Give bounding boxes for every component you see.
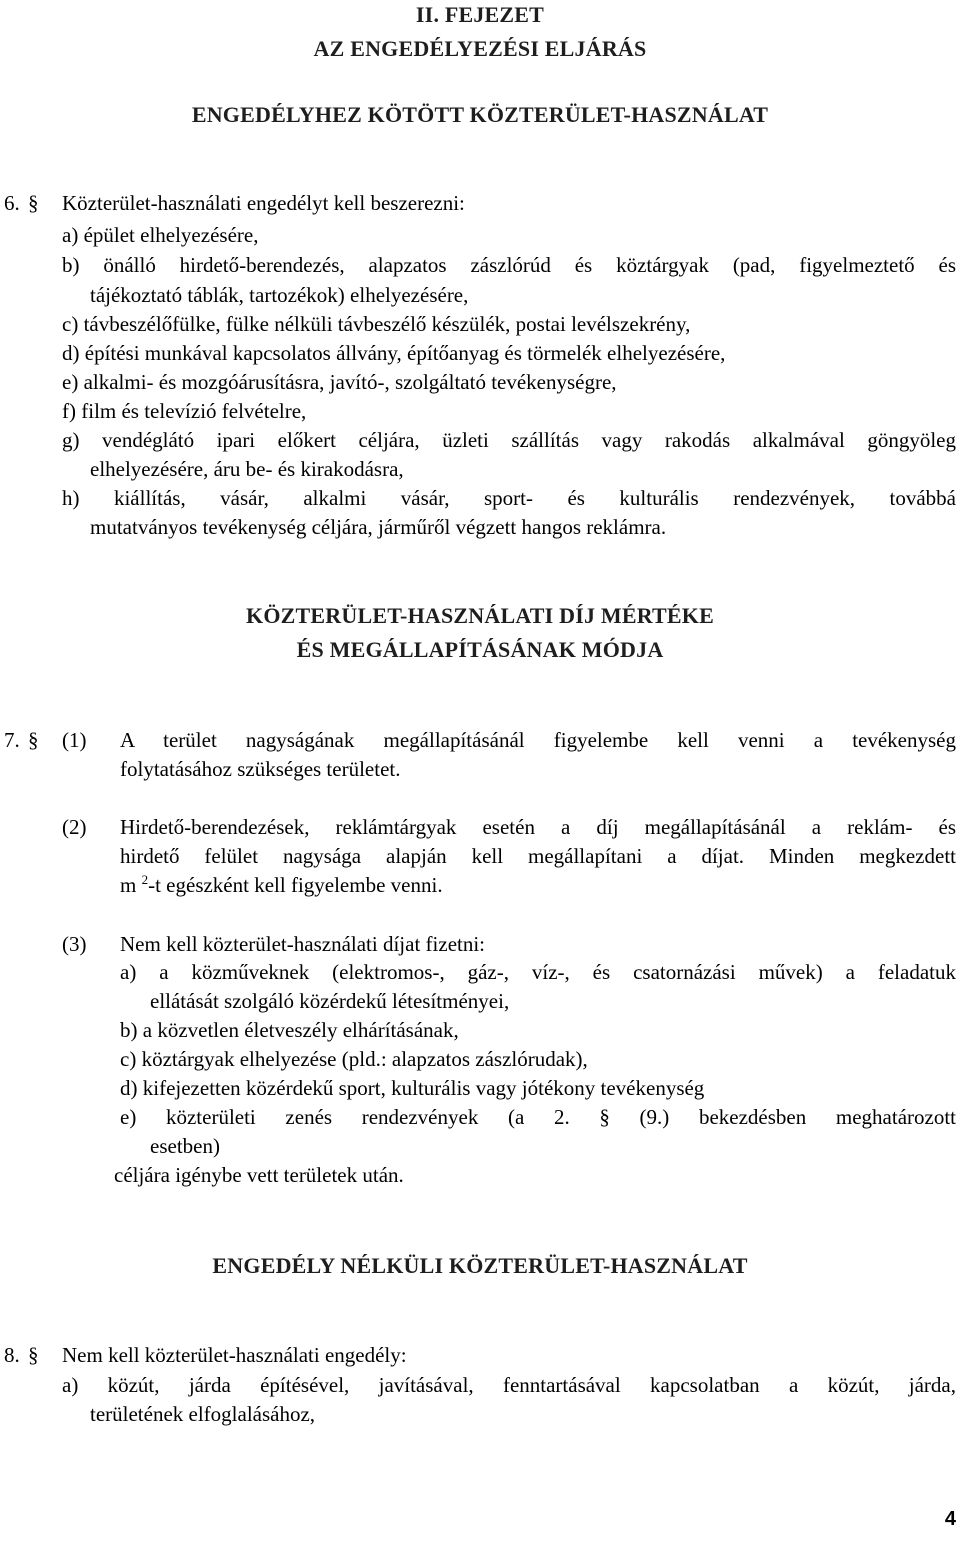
list-item-f: f) film és televízió felvételre, <box>62 399 307 423</box>
paragraph-8-intro: Nem kell közterület-használati engedély: <box>62 1343 407 1367</box>
section-sign: § <box>28 191 39 215</box>
exempt-item-e-line2: esetben) <box>150 1134 220 1158</box>
list-item-b-line2: tájékoztató táblák, tartozékok) elhelyezésére, <box>90 283 469 307</box>
section-heading-no-permit: ENGEDÉLY NÉLKÜLI KÖZTERÜLET-HASZNÁLAT <box>212 1253 748 1278</box>
paragraph-number-7: 7. <box>4 728 20 752</box>
paragraph-number-6: 6. <box>4 191 20 215</box>
paragraph-number-8: 8. <box>4 1343 20 1367</box>
subparagraph-1-number: (1) <box>62 728 87 752</box>
exempt-item-d: d) kifejezetten közérdekű sport, kulturális vagy jótékony tevékenység <box>120 1076 705 1100</box>
list-item-b-line1: b) önálló hirdető-berendezés, alapzatos zászlórúd és köztárgyak (pad, figyelmeztető és <box>62 253 956 277</box>
subparagraph-2-line3-text: -t egészként kell figyelembe venni. <box>148 873 443 897</box>
list-item-h-line1: h) kiállítás, vásár, alkalmi vásár, sport- és kulturális rendezvények, továbbá <box>62 486 956 510</box>
subparagraph-1-line1: A terület nagyságának megállapításánál figyelembe kell venni a tevékenység <box>120 728 956 752</box>
chapter-number: II. FEJEZET <box>415 2 545 27</box>
subparagraph-2-number: (2) <box>62 815 87 839</box>
subparagraph-3-closing: céljára igénybe vett területek után. <box>114 1163 404 1187</box>
exempt-item-e-line1: e) közterületi zenés rendezvények (a 2. § (9.) bekezdésben meghatározott <box>120 1105 956 1129</box>
subparagraph-3-intro: Nem kell közterület-használati díjat fizetni: <box>120 932 486 956</box>
list-item-e: e) alkalmi- és mozgóárusításra, javító-, szolgáltató tevékenységre, <box>62 370 617 394</box>
section-heading-permit-required: ENGEDÉLYHEZ KÖTÖTT KÖZTERÜLET-HASZNÁLAT <box>191 102 769 127</box>
list-item-g-line1: g) vendéglátó ipari előkert céljára, üzleti szállítás vagy rakodás alkalmával göngyöleg <box>62 428 956 452</box>
no-permit-item-a-line2: területének elfoglalásához, <box>90 1402 316 1426</box>
subparagraph-2-line3 <box>120 872 443 898</box>
exempt-item-c: c) köztárgyak elhelyezése (pld.: alapzatos zászlórudak), <box>120 1047 588 1071</box>
list-item-c: c) távbeszélőfülke, fülke nélküli távbeszélő készülék, postai levélszekrény, <box>62 312 691 336</box>
unit-exponent: 2 <box>141 872 149 887</box>
section-heading-fee-line1: KÖZTERÜLET-HASZNÁLATI DÍJ MÉRTÉKE <box>246 603 714 628</box>
subparagraph-2-line2: hirdető felület nagysága alapján kell megállapítani a díjat. Minden megkezdett <box>120 844 956 868</box>
subparagraph-2-line1: Hirdető-berendezések, reklámtárgyak esetén a díj megállapításánál a reklám- és <box>120 815 956 839</box>
subparagraph-1-line2: folytatásához szükséges területet. <box>120 757 401 781</box>
section-sign: § <box>28 728 39 752</box>
chapter-title: AZ ENGEDÉLYEZÉSI ELJÁRÁS <box>313 36 647 61</box>
page-number: 4 <box>944 1508 956 1530</box>
paragraph-6-intro: Közterület-használati engedélyt kell beszerezni: <box>62 191 465 215</box>
no-permit-item-a-line1: a) közút, járda építésével, javításával, fenntartásával kapcsolatban a közút, járda, <box>62 1373 956 1397</box>
list-item-a: a) épület elhelyezésére, <box>62 223 259 247</box>
section-heading-fee-line2: ÉS MEGÁLLAPÍTÁSÁNAK MÓDJA <box>296 637 664 662</box>
exempt-item-a-line2: ellátását szolgáló közérdekű létesítményei, <box>150 989 510 1013</box>
list-item-h-line2: mutatványos tevékenység céljára, járműről végzett hangos reklámra. <box>90 515 667 539</box>
list-item-d: d) építési munkával kapcsolatos állvány, építőanyag és törmelék elhelyezésére, <box>62 341 726 365</box>
subparagraph-3-number: (3) <box>62 932 87 956</box>
exempt-item-a-line1: a) a közműveknek (elektromos-, gáz-, víz-, és csatornázási művek) a feladatuk <box>120 960 956 984</box>
unit-m: m <box>120 873 137 897</box>
exempt-item-b: b) a közvetlen életveszély elhárításának, <box>120 1018 459 1042</box>
section-sign: § <box>28 1343 39 1367</box>
list-item-g-line2: elhelyezésére, áru be- és kirakodásra, <box>90 457 404 481</box>
